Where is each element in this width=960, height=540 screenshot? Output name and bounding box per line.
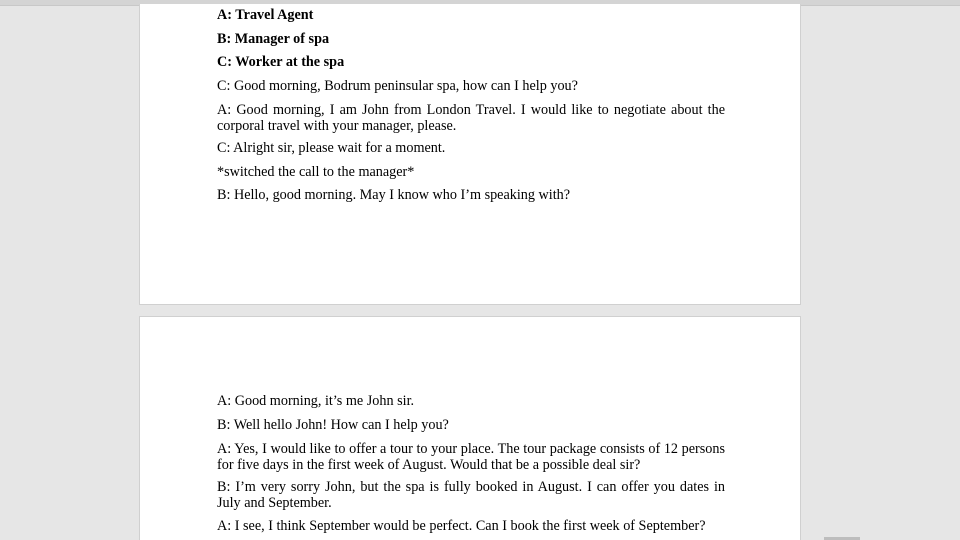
role-c-label: C: Worker at the spa: [217, 54, 345, 70]
dialogue-line: B: I’m very sorry John, but the spa is fully booked in August. I can offer you dates in July and September.: [217, 479, 725, 511]
role-b-label: B: Manager of spa: [217, 31, 330, 47]
dialogue-line: B: Hello, good morning. May I know who I’m speaking with?: [217, 187, 571, 203]
dialogue-line: C: Good morning, Bodrum peninsular spa, how can I help you?: [217, 78, 578, 94]
dialogue-line: A: Good morning, I am John from London Travel. I would like to negotiate about the corporal travel with your manager, please.: [217, 102, 725, 134]
dialogue-line: A: I see, I think September would be perfect. Can I book the first week of September?: [217, 518, 706, 534]
role-a-label: A: Travel Agent: [217, 7, 314, 23]
dialogue-line: A: Good morning, it’s me John sir.: [217, 393, 415, 409]
dialogue-line: B: Well hello John! How can I help you?: [217, 417, 449, 433]
document-page-1[interactable]: [139, 4, 801, 305]
document-page-2[interactable]: [139, 316, 801, 540]
dialogue-line: A: Yes, I would like to offer a tour to your place. The tour package consists of 12 persons for five days in the first week of August. Would that be a possible deal sir?: [217, 441, 725, 473]
dialogue-line: C: Alright sir, please wait for a moment.: [217, 140, 446, 156]
stage-direction: *switched the call to the manager*: [217, 164, 415, 180]
